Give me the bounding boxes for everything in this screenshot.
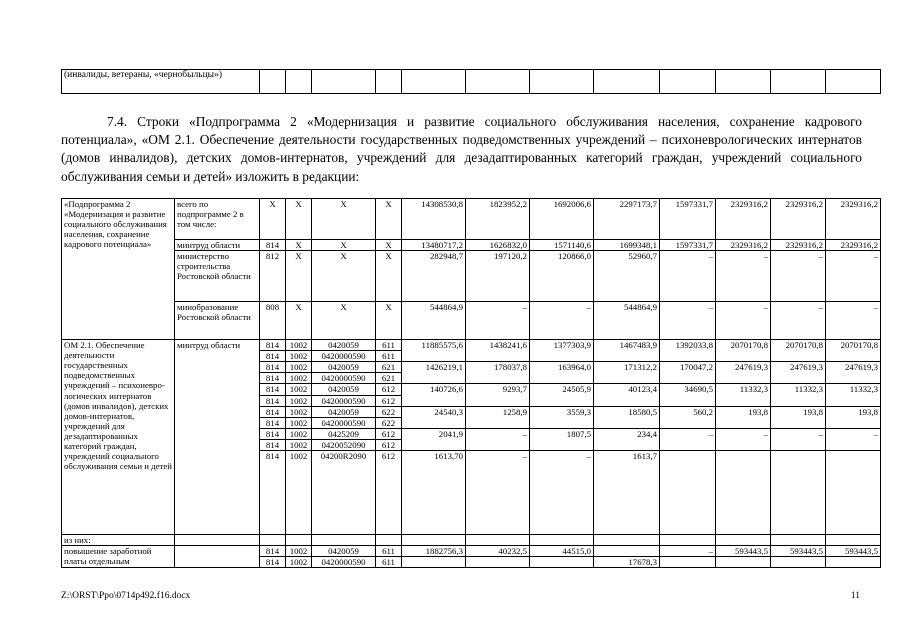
- table-row: [62, 240, 881, 251]
- code-cell: 612: [376, 384, 402, 395]
- value-cell: –: [466, 451, 530, 535]
- value-cell: 1377303,9: [530, 340, 594, 362]
- value-cell: –: [826, 251, 881, 302]
- value-cell: 2041,9: [402, 428, 466, 450]
- code-cell: 0425209: [312, 428, 376, 439]
- value-cell: –: [466, 302, 530, 340]
- value-cell: 1613,7: [594, 451, 660, 535]
- value-cell: 24505,9: [530, 384, 594, 406]
- executor-cell: министерство строительства Ростовской области: [175, 251, 260, 302]
- value-cell: 2329316,2: [826, 240, 881, 251]
- table-cell: [402, 535, 466, 546]
- value-cell: –: [660, 546, 716, 557]
- value-cell: 2329316,2: [826, 199, 881, 240]
- code-cell: 0420059: [312, 406, 376, 417]
- value-cell: 560,2: [660, 406, 716, 428]
- code-cell: Х: [312, 302, 376, 340]
- code-cell: 814: [260, 384, 286, 395]
- code-cell: Х: [312, 251, 376, 302]
- code-cell: 0420059: [312, 340, 376, 351]
- value-cell: 1571140,6: [530, 240, 594, 251]
- value-cell: –: [660, 251, 716, 302]
- code-cell: 1002: [286, 340, 312, 351]
- code-cell: 1002: [286, 406, 312, 417]
- top-table-fragment: [61, 69, 881, 94]
- code-cell: Х: [286, 199, 312, 240]
- table-row: [62, 546, 881, 557]
- code-cell: Х: [260, 199, 286, 240]
- code-cell: 612: [376, 439, 402, 450]
- executor-cell: минтруд области: [175, 340, 260, 535]
- code-cell: 611: [376, 546, 402, 557]
- value-cell: 1597331,7: [660, 240, 716, 251]
- value-cell: 1626832,0: [466, 240, 530, 251]
- code-cell: 612: [376, 395, 402, 406]
- value-cell: 1613,70: [402, 451, 466, 535]
- code-cell: 814: [260, 428, 286, 439]
- value-cell: –: [660, 428, 716, 450]
- code-cell: 611: [376, 351, 402, 362]
- value-cell: [466, 557, 530, 568]
- table-row: [62, 70, 881, 94]
- value-cell: 247619,3: [826, 362, 881, 384]
- value-cell: 24540,3: [402, 406, 466, 428]
- value-cell: 282948,7: [402, 251, 466, 302]
- program-table: [61, 198, 881, 568]
- code-cell: Х: [376, 251, 402, 302]
- code-cell: Х: [312, 199, 376, 240]
- value-cell: 13480717,2: [402, 240, 466, 251]
- value-cell: –: [716, 302, 771, 340]
- value-cell: –: [716, 251, 771, 302]
- value-cell: –: [660, 302, 716, 340]
- subheader-cell: из них:: [62, 535, 175, 546]
- value-cell: 247619,3: [716, 362, 771, 384]
- value-cell: [530, 557, 594, 568]
- value-cell: –: [530, 302, 594, 340]
- value-cell: –: [716, 428, 771, 450]
- code-cell: Х: [376, 240, 402, 251]
- value-cell: 1692006,6: [530, 199, 594, 240]
- raise-name-cell: повышение заработной платы отдельным: [62, 546, 175, 568]
- value-cell: 40232,5: [466, 546, 530, 557]
- code-cell: Х: [376, 302, 402, 340]
- executor-cell: [175, 546, 260, 568]
- code-cell: 814: [260, 395, 286, 406]
- code-cell: 621: [376, 373, 402, 384]
- om-name-cell: ОМ 2.1. Обеспечение деятельности государственных подведомственных учреждений – психоневро-логических интернатов (домов инвалидов), детских домов-интернатов, учреждений для дезадаптированных категорий граждан, учреждений социального обслуживания семьи и детей: [62, 340, 175, 535]
- value-cell: [716, 557, 771, 568]
- code-cell: 621: [376, 362, 402, 373]
- table-row: [62, 199, 881, 240]
- code-cell: 1002: [286, 395, 312, 406]
- value-cell: 2070170,8: [771, 340, 826, 362]
- value-cell: 1438241,6: [466, 340, 530, 362]
- paragraph-text: [61, 113, 862, 186]
- paragraph-body: 7.4. Строки «Подпрограмма 2 «Модернизация и развитие социального обслуживания населения, сохранение кадрового потенциала», «ОМ 2.1. Обеспечение деятельности государственных подведомственных учреждений – психоневрологических интернатов (домов инвалидов), детских домов-интернатов, учреждений для дезадаптированных категорий граждан, учреждений социального обслуживания семьи и детей» изложить в редакции:: [61, 114, 862, 184]
- value-cell: 1882756,3: [402, 546, 466, 557]
- value-cell: 1426219,1: [402, 362, 466, 384]
- value-cell: 52960,7: [594, 251, 660, 302]
- table-row: [62, 251, 881, 302]
- value-cell: –: [771, 302, 826, 340]
- value-cell: 34690,5: [660, 384, 716, 406]
- code-cell: 808: [260, 302, 286, 340]
- value-cell: 1258,9: [466, 406, 530, 428]
- table-cell: [286, 535, 312, 546]
- table-cell: [530, 535, 594, 546]
- value-cell: –: [466, 428, 530, 450]
- code-cell: 0420000590: [312, 351, 376, 362]
- code-cell: 1002: [286, 384, 312, 395]
- code-cell: 814: [260, 240, 286, 251]
- executor-cell: всего по подпрограмме 2 в том числе:: [175, 199, 260, 240]
- code-cell: 814: [260, 546, 286, 557]
- table-cell: [594, 535, 660, 546]
- value-cell: 11332,3: [771, 384, 826, 406]
- value-cell: 3559,3: [530, 406, 594, 428]
- table-cell: [660, 535, 716, 546]
- value-cell: 2329316,2: [716, 240, 771, 251]
- value-cell: 18580,5: [594, 406, 660, 428]
- code-cell: 0420052090: [312, 439, 376, 450]
- executor-cell: минтруд области: [175, 240, 260, 251]
- value-cell: 247619,3: [771, 362, 826, 384]
- code-cell: 1002: [286, 546, 312, 557]
- value-cell: –: [771, 428, 826, 450]
- code-cell: 612: [376, 451, 402, 535]
- value-cell: 234,4: [594, 428, 660, 450]
- code-cell: 814: [260, 439, 286, 450]
- value-cell: [771, 451, 826, 535]
- code-cell: 1002: [286, 373, 312, 384]
- value-cell: [402, 557, 466, 568]
- code-cell: 814: [260, 451, 286, 535]
- code-cell: 0420059: [312, 546, 376, 557]
- value-cell: 1699348,1: [594, 240, 660, 251]
- value-cell: 593443,5: [771, 546, 826, 557]
- value-cell: [826, 451, 881, 535]
- value-cell: 11332,3: [716, 384, 771, 406]
- code-cell: 814: [260, 362, 286, 373]
- value-cell: 544864,9: [594, 302, 660, 340]
- value-cell: 11885575,6: [402, 340, 466, 362]
- code-cell: 814: [260, 351, 286, 362]
- value-cell: 17678,3: [594, 557, 660, 568]
- table-cell: (инвалиды, ветераны, «чернобыльцы»): [62, 70, 260, 94]
- value-cell: 9293,7: [466, 384, 530, 406]
- value-cell: 44515,0: [530, 546, 594, 557]
- value-cell: –: [771, 251, 826, 302]
- code-cell: 1002: [286, 362, 312, 373]
- code-cell: 814: [260, 340, 286, 351]
- code-cell: Х: [286, 302, 312, 340]
- program-name-cell: «Подпрограмма 2 «Модернизация и развитие социального обслуживания населения, сохранение кадрового потенциала»: [62, 199, 175, 340]
- code-cell: Х: [286, 251, 312, 302]
- code-cell: 04200R2090: [312, 451, 376, 535]
- value-cell: 163964,0: [530, 362, 594, 384]
- code-cell: Х: [286, 240, 312, 251]
- value-cell: 1392033,8: [660, 340, 716, 362]
- code-cell: 0420000590: [312, 557, 376, 568]
- code-cell: 622: [376, 417, 402, 428]
- table-cell: [175, 535, 260, 546]
- code-cell: 0420059: [312, 362, 376, 373]
- value-cell: –: [826, 302, 881, 340]
- value-cell: 178037,8: [466, 362, 530, 384]
- value-cell: 40123,4: [594, 384, 660, 406]
- table-row: [62, 302, 881, 340]
- value-cell: 1823952,2: [466, 199, 530, 240]
- code-cell: 1002: [286, 417, 312, 428]
- value-cell: 193,8: [771, 406, 826, 428]
- table-cell: [771, 535, 826, 546]
- value-cell: 14308530,8: [402, 199, 466, 240]
- code-cell: 814: [260, 373, 286, 384]
- footer-file-path: Z:\ORST\Ppo\0714p492.f16.docx: [61, 591, 191, 601]
- value-cell: 1467483,9: [594, 340, 660, 362]
- table-cell: [260, 535, 286, 546]
- code-cell: 612: [376, 428, 402, 439]
- value-cell: [594, 546, 660, 557]
- value-cell: –: [826, 428, 881, 450]
- table-cell: [312, 535, 376, 546]
- value-cell: 544864,9: [402, 302, 466, 340]
- value-cell: 2070170,8: [826, 340, 881, 362]
- value-cell: 1807,5: [530, 428, 594, 450]
- value-cell: 193,8: [826, 406, 881, 428]
- value-cell: 193,8: [716, 406, 771, 428]
- value-cell: 197120,2: [466, 251, 530, 302]
- value-cell: 2329316,2: [771, 199, 826, 240]
- value-cell: [660, 557, 716, 568]
- value-cell: 171312,2: [594, 362, 660, 384]
- executor-cell: минобразование Ростовской области: [175, 302, 260, 340]
- code-cell: Х: [312, 240, 376, 251]
- value-cell: 1597331,7: [660, 199, 716, 240]
- code-cell: 814: [260, 557, 286, 568]
- code-cell: 814: [260, 406, 286, 417]
- value-cell: 2070170,8: [716, 340, 771, 362]
- code-cell: Х: [376, 199, 402, 240]
- code-cell: 622: [376, 406, 402, 417]
- code-cell: 611: [376, 557, 402, 568]
- value-cell: –: [530, 451, 594, 535]
- table-cell: [376, 535, 402, 546]
- table-cell: [466, 535, 530, 546]
- table-cell: [716, 535, 771, 546]
- table-cell: [826, 535, 881, 546]
- value-cell: 120866,0: [530, 251, 594, 302]
- value-cell: 2329316,2: [716, 199, 771, 240]
- page-number: 11: [850, 591, 860, 601]
- code-cell: 1002: [286, 439, 312, 450]
- value-cell: [826, 557, 881, 568]
- value-cell: 140726,6: [402, 384, 466, 406]
- code-cell: 1002: [286, 451, 312, 535]
- value-cell: 170047,2: [660, 362, 716, 384]
- code-cell: 611: [376, 340, 402, 351]
- table-row: [62, 535, 881, 546]
- code-cell: 0420000590: [312, 395, 376, 406]
- value-cell: 2329316,2: [771, 240, 826, 251]
- value-cell: [771, 557, 826, 568]
- code-cell: 1002: [286, 557, 312, 568]
- code-cell: 0420000590: [312, 417, 376, 428]
- code-cell: 1002: [286, 428, 312, 439]
- value-cell: 11332,3: [826, 384, 881, 406]
- value-cell: 593443,5: [826, 546, 881, 557]
- table-row: [62, 340, 881, 351]
- code-cell: 0420059: [312, 384, 376, 395]
- code-cell: 814: [260, 417, 286, 428]
- value-cell: [660, 451, 716, 535]
- value-cell: 593443,5: [716, 546, 771, 557]
- code-cell: 1002: [286, 351, 312, 362]
- value-cell: [716, 451, 771, 535]
- code-cell: 812: [260, 251, 286, 302]
- code-cell: 0420000590: [312, 373, 376, 384]
- value-cell: 2297173,7: [594, 199, 660, 240]
